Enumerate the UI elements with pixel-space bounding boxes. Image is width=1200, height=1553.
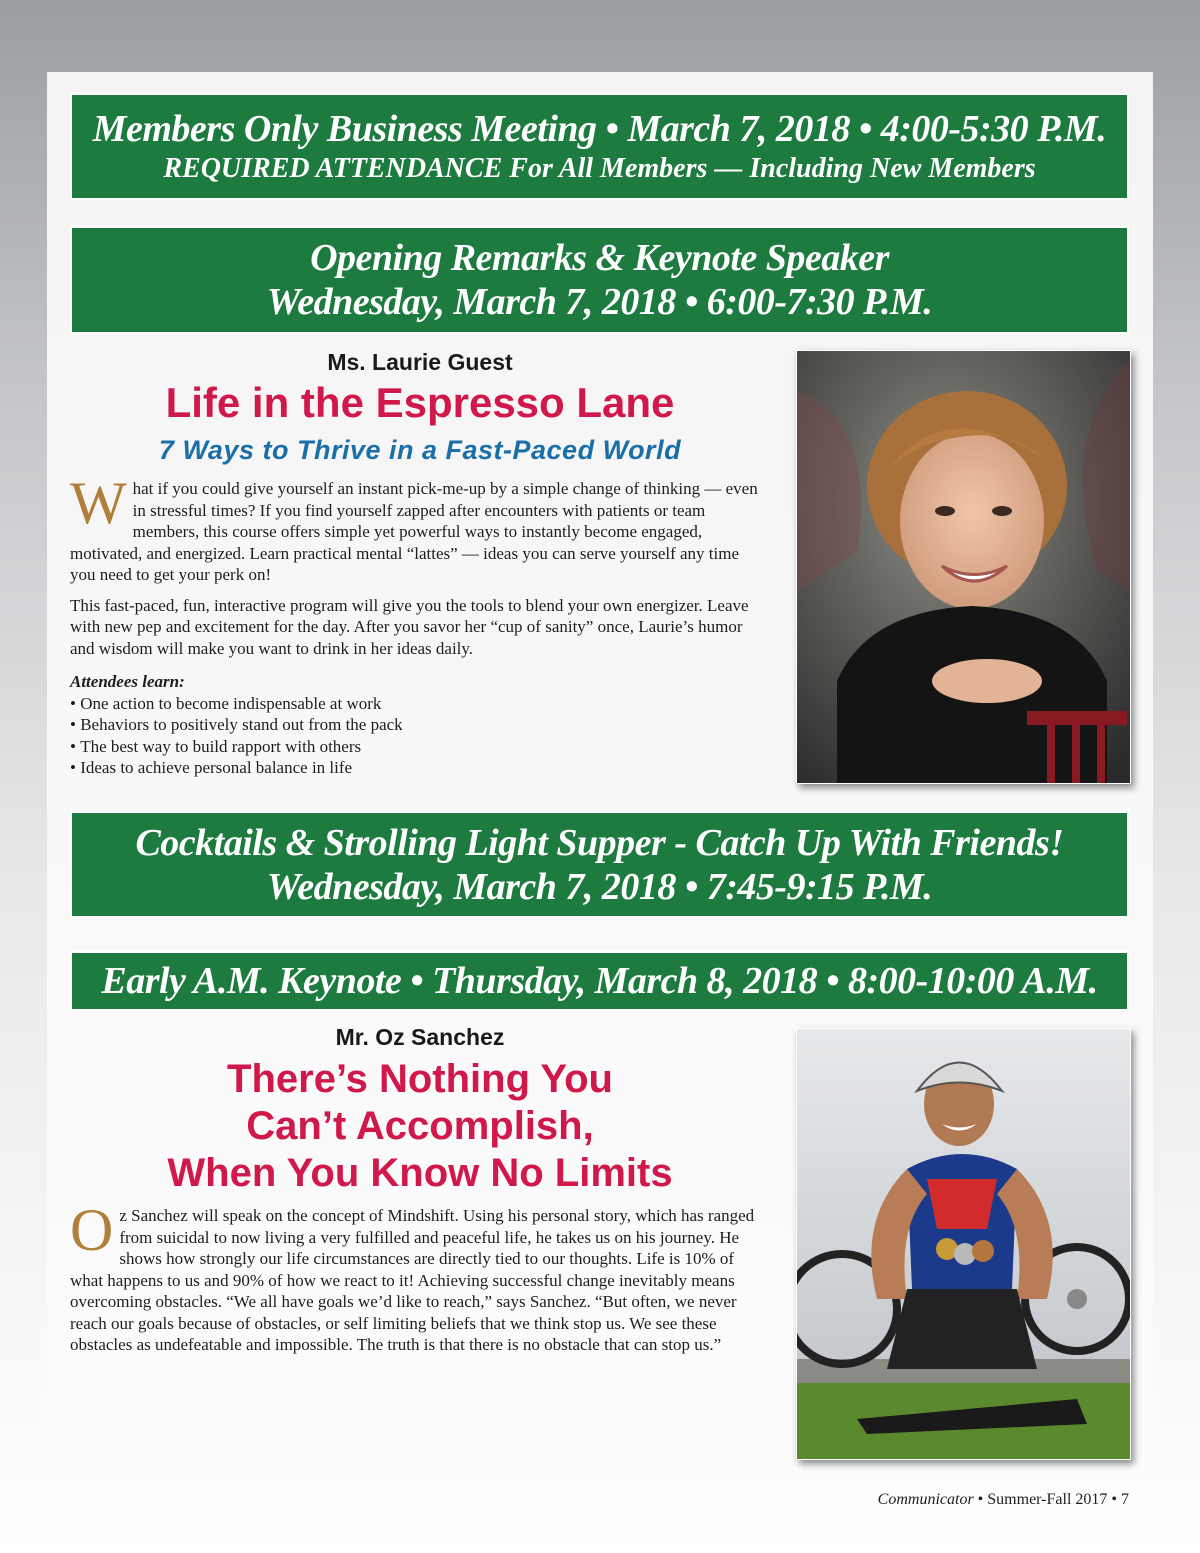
business-meeting-title: Members Only Business Meeting • March 7, 2018 • 4:00-5:30 P.M. [92, 107, 1107, 150]
cocktails-banner-date: Wednesday, March 7, 2018 • 7:45-9:15 P.M. [266, 865, 933, 908]
footer-issue: • Summer-Fall 2017 • 7 [973, 1491, 1129, 1508]
speaker1-name: Ms. Laurie Guest [327, 349, 513, 375]
keynote-banner-date: Wednesday, March 7, 2018 • 6:00-7:30 P.M. [266, 281, 933, 323]
speaker2-photo [796, 1028, 1131, 1460]
list-item: • One action to become indispensable at work [70, 693, 760, 715]
keynote-banner [70, 226, 1129, 334]
speaker2-title-line: There’s Nothing You [227, 1057, 613, 1101]
speaker1-photo [796, 350, 1131, 784]
speaker2-title-line: Can’t Accomplish, [246, 1104, 594, 1148]
speaker2-title-line: When You Know No Limits [167, 1151, 673, 1195]
attendees-learn-heading: Attendees learn: [70, 672, 185, 691]
speaker1-paragraph-1: What if you could give yourself an instant pick-me-up by a simple change of thinking — even in stressful times? If you find yourself zapped after encounters with patients or team members, this course offers simple yet powerful ways to instantly become engaged, motivated, and energized. Learn practical mental “lattes” — ideas you can serve yourself any time you need to get your perk on! [70, 470, 758, 584]
attendees-learn-list [70, 693, 760, 779]
speaker1-description [70, 470, 760, 779]
business-meeting-banner [70, 93, 1129, 200]
keynote-banner-title: Opening Remarks & Keynote Speaker [310, 237, 889, 279]
speaker2-name: Mr. Oz Sanchez [335, 1024, 505, 1050]
speaker2-dropcap: O [70, 1197, 114, 1263]
cocktails-banner [70, 811, 1129, 918]
speaker2-paragraph-1: Oz Sanchez will speak on the concept of Mindshift. Using his personal story, which has ranged from suicidal to now living a very fulfilled and peaceful life, he takes us on his journey. He shows how strongly our life circumstances are directly tied to our thoughts. Life is 10% of what happens to us and 90% of how we react to it! Achieving successful change inevitably means overcoming obstacles. “We all have goals we’d like to reach,” says Sanchez. “But often, we never reach our goals because of obstacles, or self limiting beliefs that we think stop us. We see these obstacles as undefeatable and impossible. The truth is that there is no obstacle that can stop us.” [70, 1197, 755, 1354]
cocktails-banner-title: Cocktails & Strolling Light Supper - Catch Up With Friends! [135, 821, 1064, 864]
speaker2-talk-title [70, 1056, 770, 1197]
list-item: • Behaviors to positively stand out from the pack [70, 714, 760, 736]
speaker1-talk-subtitle: 7 Ways to Thrive in a Fast-Paced World [158, 435, 682, 465]
page-footer [878, 1491, 1129, 1509]
speaker1-paragraph-2: This fast-paced, fun, interactive program will give you the tools to blend your own energizer. Leave with new pep and excitement for the day. After you savor her “cup of sanity” once, Laurie’s humor and wisdom will make you want to drink in her ideas daily. [70, 595, 749, 658]
list-item: • The best way to build rapport with others [70, 736, 760, 758]
business-meeting-subtitle: REQUIRED ATTENDANCE For All Members — Including New Members [163, 152, 1036, 184]
footer-publication: Communicator [877, 1491, 974, 1508]
speaker1-dropcap: W [70, 470, 127, 536]
speaker2-description [70, 1197, 760, 1365]
early-keynote-title: Early A.M. Keynote • Thursday, March 8, 2018 • 8:00-10:00 A.M. [101, 960, 1098, 1002]
early-keynote-banner [70, 951, 1129, 1011]
list-item: • Ideas to achieve personal balance in life [70, 757, 760, 779]
speaker1-talk-title: Life in the Espresso Lane [165, 379, 675, 426]
